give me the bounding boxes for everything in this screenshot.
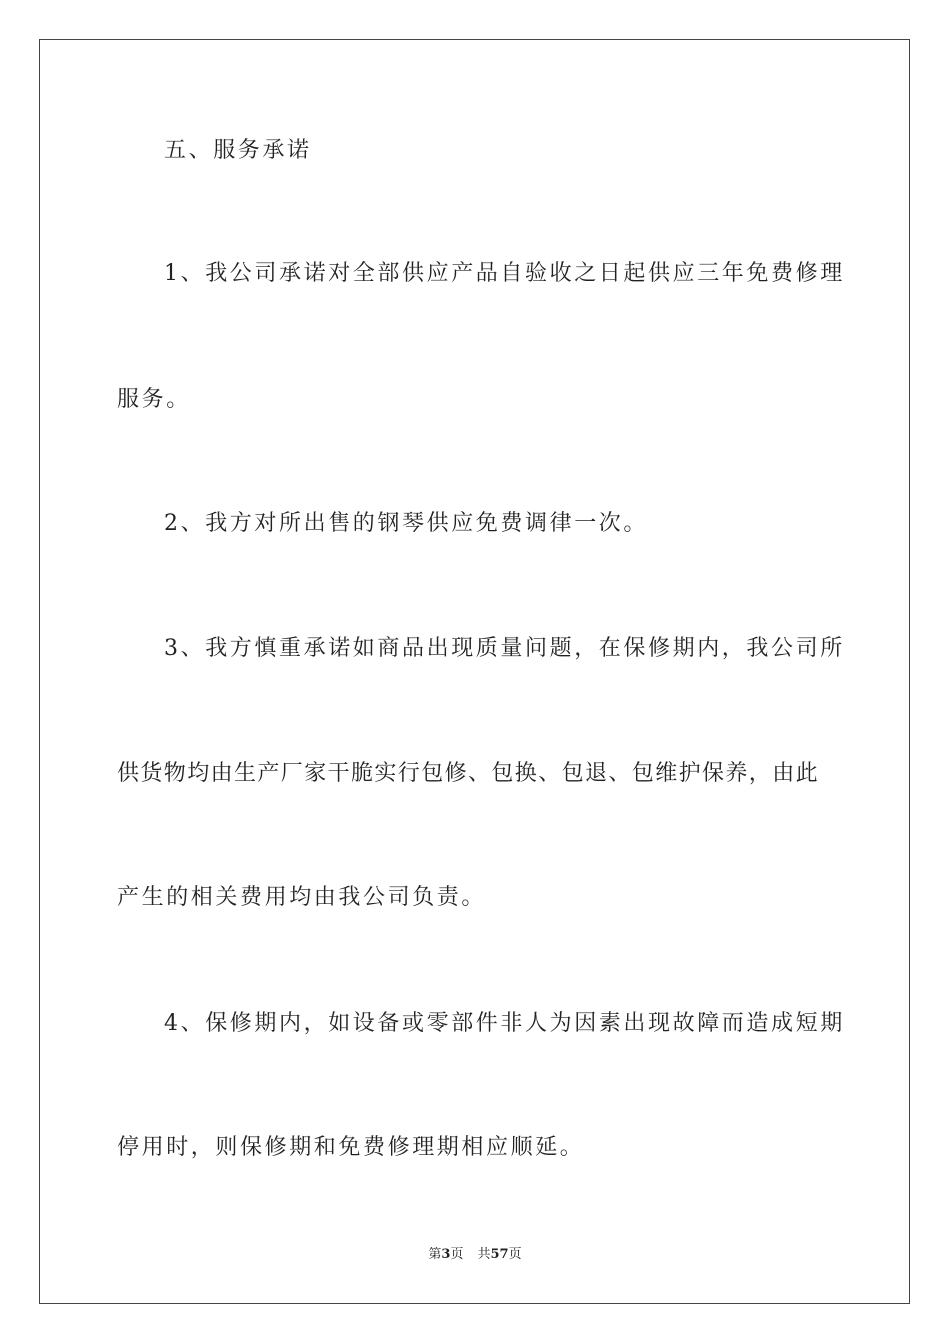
total-prefix: 共	[477, 1247, 491, 1262]
section-heading: 五、服务承诺	[164, 138, 312, 163]
paragraph-line-4: 3、我方慎重承诺如商品出现质量问题，在保修期内，我公司所	[164, 636, 845, 661]
page-suffix: 页	[450, 1247, 464, 1262]
paragraph-line-6: 产生的相关费用均由我公司负责。	[117, 885, 487, 910]
paragraph-line-2: 服务。	[117, 387, 191, 412]
total-suffix: 页	[508, 1247, 522, 1262]
total-pages: 57	[490, 1247, 509, 1262]
paragraph-line-5: 供货物均由生产厂家干脆实行包修、包换、包退、包维护保养，由此	[117, 761, 820, 786]
paragraph-line-7: 4、保修期内，如设备或零部件非人为因素出现故障而造成短期	[164, 1011, 845, 1036]
page-number: 3	[441, 1247, 451, 1262]
paragraph-line-1: 1、我公司承诺对全部供应产品自验收之日起供应三年免费修理	[164, 261, 845, 286]
paragraph-line-8: 停用时，则保修期和免费修理期相应顺延。	[117, 1135, 585, 1160]
page-footer	[0, 1246, 950, 1264]
paragraph-line-3: 2、我方对所出售的钢琴供应免费调律一次。	[164, 511, 648, 536]
page-border	[39, 39, 910, 1304]
page-prefix: 第	[428, 1247, 442, 1262]
